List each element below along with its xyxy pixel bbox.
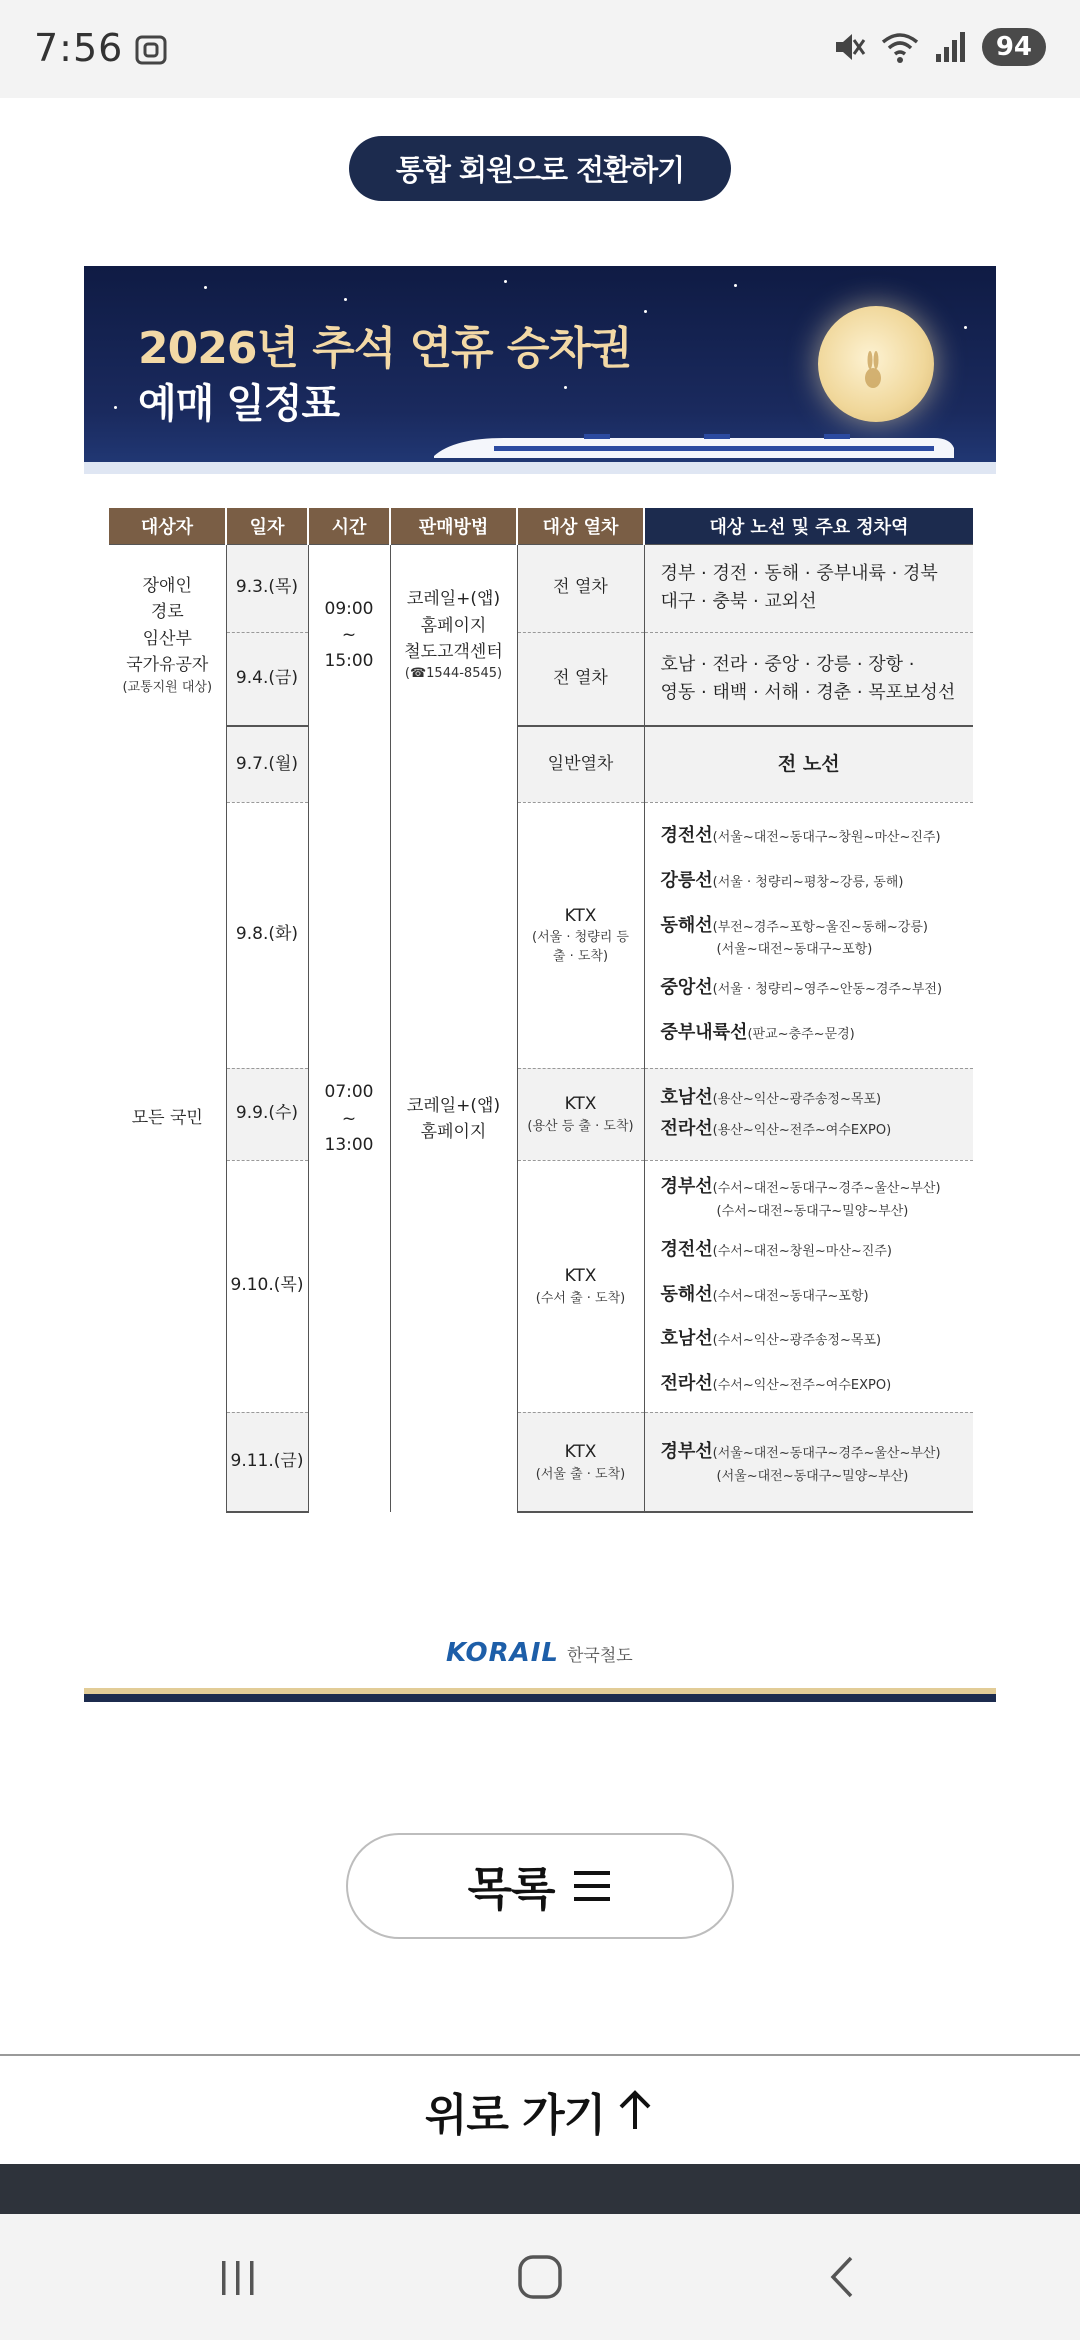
back-to-top-label: 위로 가기 bbox=[424, 2090, 606, 2141]
route-item bbox=[661, 1172, 974, 1221]
back-icon bbox=[825, 2254, 859, 2300]
recent-apps-icon bbox=[216, 2257, 260, 2297]
header-method: 판매방법 bbox=[390, 508, 517, 544]
footer-divider bbox=[84, 1694, 996, 1702]
route-cell bbox=[644, 1068, 973, 1160]
arrow-up-icon bbox=[615, 2089, 655, 2133]
train-name: KTX bbox=[564, 1442, 597, 1463]
route-name: 강릉선 bbox=[660, 870, 713, 892]
status-icons bbox=[832, 28, 1046, 66]
rabbit-icon bbox=[860, 350, 886, 390]
route-cell: 전 노선 bbox=[644, 726, 973, 802]
route-detail: (수서~대전~동대구~밀양~부산) bbox=[716, 1204, 909, 1220]
target-line: 장애인 bbox=[142, 576, 192, 597]
route-item bbox=[661, 1280, 974, 1311]
train-cell bbox=[517, 1068, 644, 1160]
home-icon bbox=[517, 2254, 563, 2300]
train-name: KTX bbox=[564, 1094, 597, 1115]
method-phone: (☎1544-8545) bbox=[404, 666, 503, 682]
target-line: 경로 bbox=[150, 602, 184, 623]
route-detail: (서울~대전~동대구~밀양~부산) bbox=[716, 1468, 909, 1484]
route-item bbox=[661, 821, 974, 852]
route-item bbox=[661, 1369, 974, 1400]
header-date: 일자 bbox=[226, 508, 308, 544]
train-name: KTX bbox=[564, 905, 597, 926]
recent-apps-button[interactable] bbox=[198, 2244, 278, 2310]
header-train: 대상 열차 bbox=[517, 508, 644, 544]
route-detail: (수서~대전~동대구~경주~울산~부산) bbox=[712, 1181, 941, 1197]
menu-icon bbox=[572, 1866, 612, 1906]
train-note: (수서 출 · 도착) bbox=[535, 1290, 626, 1306]
route-item bbox=[661, 1235, 974, 1266]
time-cell bbox=[308, 726, 390, 1512]
train-cell: 전 열차 bbox=[517, 544, 644, 632]
date-cell: 9.8.(화) bbox=[226, 802, 308, 1068]
ktx-train-illustration bbox=[434, 434, 954, 464]
footer-strip bbox=[0, 2164, 1080, 2214]
route-item bbox=[661, 866, 974, 897]
method-cell bbox=[390, 544, 517, 726]
route-detail: (수서~대전~동대구~포항) bbox=[712, 1288, 869, 1304]
route-name: 호남선 bbox=[660, 1087, 713, 1109]
target-line: 임산부 bbox=[142, 628, 192, 649]
banner-ground bbox=[84, 462, 996, 474]
route-cell bbox=[644, 802, 973, 1068]
table-row bbox=[109, 1068, 973, 1160]
table-row bbox=[109, 726, 973, 802]
route-detail: (수서~익산~전주~여수EXPO) bbox=[712, 1377, 892, 1393]
header-route: 대상 노선 및 주요 정차역 bbox=[644, 508, 973, 544]
target-note: (교통지원 대상) bbox=[122, 679, 213, 695]
route-item bbox=[661, 1083, 974, 1114]
date-cell: 9.9.(수) bbox=[226, 1068, 308, 1160]
route-item bbox=[661, 1324, 974, 1355]
route-cell bbox=[644, 1412, 973, 1512]
table-row bbox=[109, 544, 973, 632]
moon-illustration bbox=[818, 306, 934, 422]
route-name: 호남선 bbox=[660, 1328, 713, 1350]
route-name: 경전선 bbox=[660, 1239, 713, 1261]
route-name: 경부선 bbox=[660, 1176, 713, 1198]
list-button[interactable] bbox=[346, 1833, 734, 1939]
route-detail: (서울 · 청량리~평창~강릉, 동해) bbox=[712, 875, 904, 891]
table-row bbox=[109, 1160, 973, 1412]
header-target: 대상자 bbox=[109, 508, 226, 544]
train-cell bbox=[517, 802, 644, 1068]
route-detail: (서울~대전~동대구~경주~울산~부산) bbox=[712, 1446, 941, 1462]
route-detail: (서울 · 청량리~영주~안동~경주~부전) bbox=[712, 982, 943, 998]
train-cell: 전 열차 bbox=[517, 632, 644, 726]
route-line: 경부 · 경전 · 동해 · 중부내륙 · 경북 bbox=[660, 563, 938, 585]
train-cell: 일반열차 bbox=[517, 726, 644, 802]
route-item bbox=[661, 1114, 974, 1145]
target-line: 국가유공자 bbox=[126, 655, 209, 676]
train-note: (용산 등 출 · 도착) bbox=[527, 1118, 634, 1134]
route-name: 전라선 bbox=[660, 1372, 713, 1394]
route-name: 동해선 bbox=[660, 1283, 713, 1305]
route-line: 영동 · 태백 · 서해 · 경춘 · 목포보성선 bbox=[660, 681, 956, 703]
route-detail: (용산~익산~전주~여수EXPO) bbox=[712, 1123, 892, 1138]
date-cell: 9.3.(목) bbox=[226, 544, 308, 632]
route-item bbox=[661, 1018, 974, 1049]
header-time: 시간 bbox=[308, 508, 390, 544]
method-line: 코레일+(앱) bbox=[406, 1095, 501, 1116]
status-time: 7:56 bbox=[34, 26, 124, 70]
time-sep: ~ bbox=[341, 1108, 357, 1129]
banner-title: 2026년 추석 연휴 승차권 bbox=[138, 323, 632, 374]
route-line: 대구 · 충북 · 교외선 bbox=[660, 591, 817, 612]
route-detail: (부전~경주~포항~울진~동해~강릉) bbox=[712, 919, 928, 935]
route-name: 중앙선 bbox=[660, 977, 713, 999]
train-cell bbox=[517, 1412, 644, 1512]
back-button[interactable] bbox=[802, 2244, 882, 2310]
date-cell: 9.11.(금) bbox=[226, 1412, 308, 1512]
mute-icon bbox=[832, 30, 866, 64]
time-end: 13:00 bbox=[324, 1135, 374, 1156]
route-name: 전라선 bbox=[660, 1118, 713, 1139]
screenshot-icon bbox=[134, 32, 168, 68]
route-name: 중부내륙선 bbox=[660, 1021, 748, 1043]
time-cell bbox=[308, 544, 390, 726]
route-cell bbox=[644, 544, 973, 632]
list-button-label: 목록 bbox=[467, 1862, 555, 1916]
time-end: 15:00 bbox=[324, 651, 374, 672]
date-cell: 9.4.(금) bbox=[226, 632, 308, 726]
banner-subtitle: 예매 일정표 bbox=[138, 381, 340, 427]
korail-logo-text: KORAIL bbox=[446, 1638, 559, 1668]
date-cell: 9.10.(목) bbox=[226, 1160, 308, 1412]
method-line: 코레일+(앱) bbox=[406, 589, 501, 610]
train-note: (서울 출 · 도착) bbox=[535, 1466, 626, 1482]
time-sep: ~ bbox=[341, 625, 357, 646]
route-detail: (수서~대전~창원~마산~진주) bbox=[712, 1244, 892, 1260]
train-note: 출 · 도착) bbox=[552, 949, 609, 965]
chuseok-banner bbox=[84, 266, 996, 474]
route-cell bbox=[644, 632, 973, 726]
method-cell bbox=[390, 726, 517, 1512]
schedule-table bbox=[109, 508, 973, 1513]
route-detail: (서울~대전~동대구~포항) bbox=[716, 942, 873, 958]
train-note: (서울 · 청량리 등 bbox=[532, 930, 629, 946]
system-nav-bar bbox=[0, 2214, 1080, 2340]
korail-logo bbox=[446, 1638, 633, 1668]
convert-member-button[interactable]: 통합 회원으로 전환하기 bbox=[349, 136, 731, 201]
table-row bbox=[109, 802, 973, 1068]
train-cell bbox=[517, 1160, 644, 1412]
route-cell bbox=[644, 1160, 973, 1412]
route-detail: (서울~대전~동대구~창원~마산~진주) bbox=[712, 830, 941, 846]
method-line: 홈페이지 bbox=[420, 615, 487, 636]
route-detail: (수서~익산~광주송정~목포) bbox=[712, 1333, 882, 1349]
korail-logo-sub: 한국철도 bbox=[566, 1645, 633, 1666]
time-start: 07:00 bbox=[324, 1082, 374, 1103]
home-button[interactable] bbox=[500, 2244, 580, 2310]
table-row bbox=[109, 1412, 973, 1512]
time-start: 09:00 bbox=[324, 598, 374, 619]
route-line: 호남 · 전라 · 중앙 · 강릉 · 장항 · bbox=[660, 653, 915, 675]
table-row bbox=[109, 632, 973, 726]
route-item bbox=[661, 973, 974, 1004]
route-name: 경전선 bbox=[660, 825, 713, 847]
method-line: 홈페이지 bbox=[420, 1122, 487, 1142]
route-item bbox=[661, 1437, 974, 1486]
back-to-top-button[interactable] bbox=[0, 2058, 1080, 2164]
method-line: 철도고객센터 bbox=[404, 642, 503, 662]
route-name: 동해선 bbox=[660, 914, 713, 936]
route-detail: (판교~충주~문경) bbox=[747, 1026, 855, 1042]
route-detail: (용산~익산~광주송정~목포) bbox=[712, 1092, 882, 1108]
status-bar bbox=[0, 0, 1080, 98]
wifi-icon bbox=[880, 30, 920, 64]
table-header-row bbox=[109, 508, 973, 544]
divider bbox=[0, 2054, 1080, 2056]
route-name: 경부선 bbox=[660, 1441, 713, 1463]
target-cell-priority bbox=[109, 544, 226, 726]
signal-icon bbox=[934, 30, 968, 64]
date-cell: 9.7.(월) bbox=[226, 726, 308, 802]
battery-icon: 94 bbox=[982, 28, 1046, 66]
route-item bbox=[661, 911, 974, 960]
train-name: KTX bbox=[564, 1266, 597, 1287]
target-cell-all: 모든 국민 bbox=[109, 726, 226, 1512]
